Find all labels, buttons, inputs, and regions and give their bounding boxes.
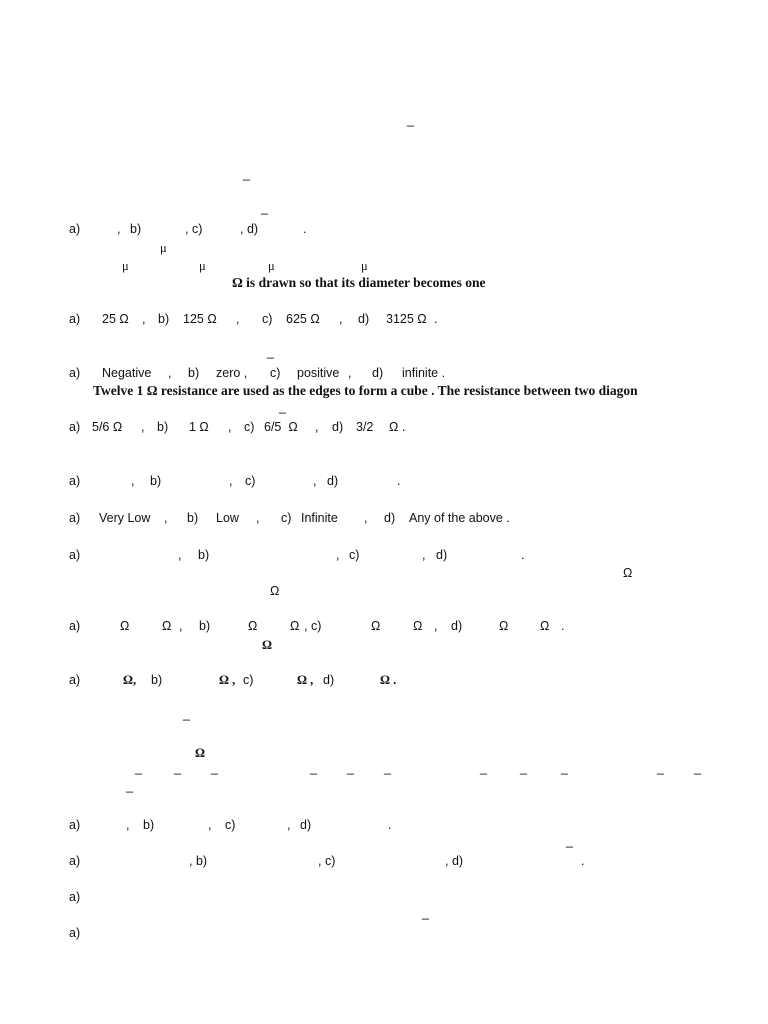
separator-comma: , — [179, 619, 183, 633]
option-b-label: b) — [150, 474, 162, 488]
option-c-label: c) — [281, 511, 292, 525]
option-a-label: a) — [69, 511, 81, 525]
option-c-label: , c) — [185, 222, 203, 236]
dash-mark: _ — [520, 761, 527, 775]
omega-symbol: Ω — [120, 619, 130, 633]
end-period: . — [388, 818, 392, 832]
option-c-value: Ω , — [297, 673, 314, 687]
separator-comma: , — [168, 366, 172, 380]
dash-mark: _ — [279, 400, 286, 414]
separator-comma: , — [142, 312, 146, 326]
option-a-value: 5/6 Ω — [92, 420, 123, 434]
option-a-value: Ω, — [123, 673, 137, 687]
separator-comma: , — [229, 474, 233, 488]
option-c-label: c) — [349, 548, 360, 562]
omega-symbol: Ω — [371, 619, 381, 633]
option-b-label: b) — [157, 420, 169, 434]
option-b-value: Ω , — [219, 673, 236, 687]
dash-mark: _ — [310, 761, 317, 775]
separator-comma: , — [339, 312, 343, 326]
omega-symbol: Ω — [248, 619, 258, 633]
separator-comma: , — [434, 619, 438, 633]
separator-comma: , — [126, 818, 130, 832]
option-a-label: a) — [69, 854, 81, 868]
dash-mark: _ — [126, 779, 133, 793]
separator-comma: , — [164, 511, 168, 525]
omega-symbol: Ω — [262, 638, 273, 652]
dash-mark: _ — [561, 761, 568, 775]
option-c-label: c) — [225, 818, 236, 832]
option-d-label: d) — [358, 312, 370, 326]
separator-comma: , — [313, 474, 317, 488]
option-c-label: c) — [270, 366, 281, 380]
option-c-value: positive — [297, 366, 340, 380]
dash-mark: _ — [267, 345, 274, 359]
separator-comma: , — [178, 548, 182, 562]
option-d-label: d) — [372, 366, 384, 380]
option-c-value: Infinite — [301, 511, 338, 525]
option-b-label: b) — [187, 511, 199, 525]
end-period: . — [561, 619, 565, 633]
dash-mark: _ — [384, 761, 391, 775]
option-b-label: b) — [199, 619, 211, 633]
separator-comma: , — [256, 511, 260, 525]
dash-mark: _ — [211, 761, 218, 775]
omega-symbol: Ω — [540, 619, 550, 633]
option-a-label: a) — [69, 818, 81, 832]
omega-symbol: Ω — [195, 746, 206, 760]
separator-comma: , — [287, 818, 291, 832]
option-c-label: c) — [243, 673, 254, 687]
question-wire-stem: Ω is drawn so that its diameter becomes one — [232, 275, 486, 290]
option-a-label: a) — [69, 420, 81, 434]
question-cube-stem: Twelve 1 Ω resistance are used as the edges to form a cube . The resistance between two diagon — [93, 383, 638, 398]
option-d-label: d) — [327, 474, 339, 488]
separator-comma: , — [141, 420, 145, 434]
option-b-value: 1 Ω — [189, 420, 209, 434]
dash-mark: _ — [183, 707, 190, 721]
mu-symbol: μ — [268, 259, 275, 273]
option-a-label: a) — [69, 366, 81, 380]
option-c-label: , c) — [304, 619, 322, 633]
option-a-label: a) — [69, 926, 81, 940]
option-a-label: a) — [69, 548, 81, 562]
dash-mark: _ — [657, 761, 664, 775]
separator-comma: , — [131, 474, 135, 488]
dash-mark: _ — [261, 201, 268, 215]
option-a-value: Very Low — [99, 511, 151, 525]
mu-symbol: μ — [122, 259, 129, 273]
option-a-label: a) — [69, 890, 81, 904]
option-d-label: d) — [384, 511, 396, 525]
option-c-label: c) — [244, 420, 255, 434]
option-c-label: c) — [245, 474, 256, 488]
option-a-label: a) — [69, 619, 81, 633]
separator-comma: , — [422, 548, 426, 562]
option-c-value: 6/5 Ω — [264, 420, 298, 434]
separator-comma: , — [208, 818, 212, 832]
dash-mark: _ — [694, 761, 701, 775]
option-d-label: d) — [451, 619, 463, 633]
dash-mark: _ — [566, 834, 573, 848]
option-b-label: b) — [198, 548, 210, 562]
option-c-label: , c) — [318, 854, 336, 868]
omega-symbol: Ω — [623, 566, 633, 580]
dash-mark: _ — [135, 761, 142, 775]
end-period: . — [303, 222, 307, 236]
omega-symbol: Ω — [413, 619, 423, 633]
separator-comma: , — [315, 420, 319, 434]
dash-mark: _ — [422, 906, 429, 920]
option-b-label: , b) — [189, 854, 208, 868]
separator-comma: , — [364, 511, 368, 525]
option-b-value: 125 Ω — [183, 312, 217, 326]
dash-mark: _ — [243, 167, 250, 181]
end-period: . — [521, 548, 525, 562]
omega-symbol: Ω — [270, 584, 280, 598]
option-b-label: b) — [188, 366, 200, 380]
option-b-value: zero , — [216, 366, 248, 380]
omega-symbol: Ω — [290, 619, 300, 633]
end-period: . — [397, 474, 401, 488]
dash-mark: _ — [407, 113, 414, 127]
option-b-label: b) — [130, 222, 142, 236]
option-d-value: 3125 Ω — [386, 312, 427, 326]
separator-comma: , — [117, 222, 121, 236]
option-d-unit: Ω . — [389, 420, 406, 434]
option-a-label: a) — [69, 312, 81, 326]
omega-symbol: Ω — [162, 619, 172, 633]
separator-comma: , — [228, 420, 232, 434]
option-d-value: 3/2 — [356, 420, 374, 434]
dash-mark: _ — [480, 761, 487, 775]
option-d-label: d) — [300, 818, 312, 832]
option-a-value: Negative — [102, 366, 152, 380]
option-b-label: b) — [158, 312, 170, 326]
option-d-label: , d) — [445, 854, 464, 868]
option-d-label: d) — [323, 673, 335, 687]
omega-symbol: Ω — [499, 619, 509, 633]
option-a-label: a) — [69, 474, 81, 488]
option-d-value: Any of the above . — [409, 511, 510, 525]
end-period: . — [581, 854, 585, 868]
mu-symbol: μ — [160, 241, 167, 255]
option-d-value: infinite . — [402, 366, 446, 380]
dash-mark: _ — [347, 761, 354, 775]
mu-symbol: μ — [361, 259, 368, 273]
separator-comma: , — [348, 366, 352, 380]
option-c-value: 625 Ω — [286, 312, 320, 326]
separator-comma: , — [236, 312, 240, 326]
option-d-label: d) — [436, 548, 448, 562]
option-d-label: d) — [332, 420, 344, 434]
option-b-label: b) — [143, 818, 155, 832]
option-d-label: , d) — [240, 222, 259, 236]
option-a-label: a) — [69, 673, 81, 687]
option-d-value: Ω . — [380, 673, 397, 687]
option-a-label: a) — [69, 222, 81, 236]
option-b-value: Low — [216, 511, 239, 525]
dash-mark: _ — [174, 761, 181, 775]
option-c-label: c) — [262, 312, 273, 326]
mu-symbol: μ — [199, 259, 206, 273]
option-b-label: b) — [151, 673, 163, 687]
end-period: . — [434, 312, 438, 326]
separator-comma: , — [336, 548, 340, 562]
option-a-value: 25 Ω — [102, 312, 129, 326]
